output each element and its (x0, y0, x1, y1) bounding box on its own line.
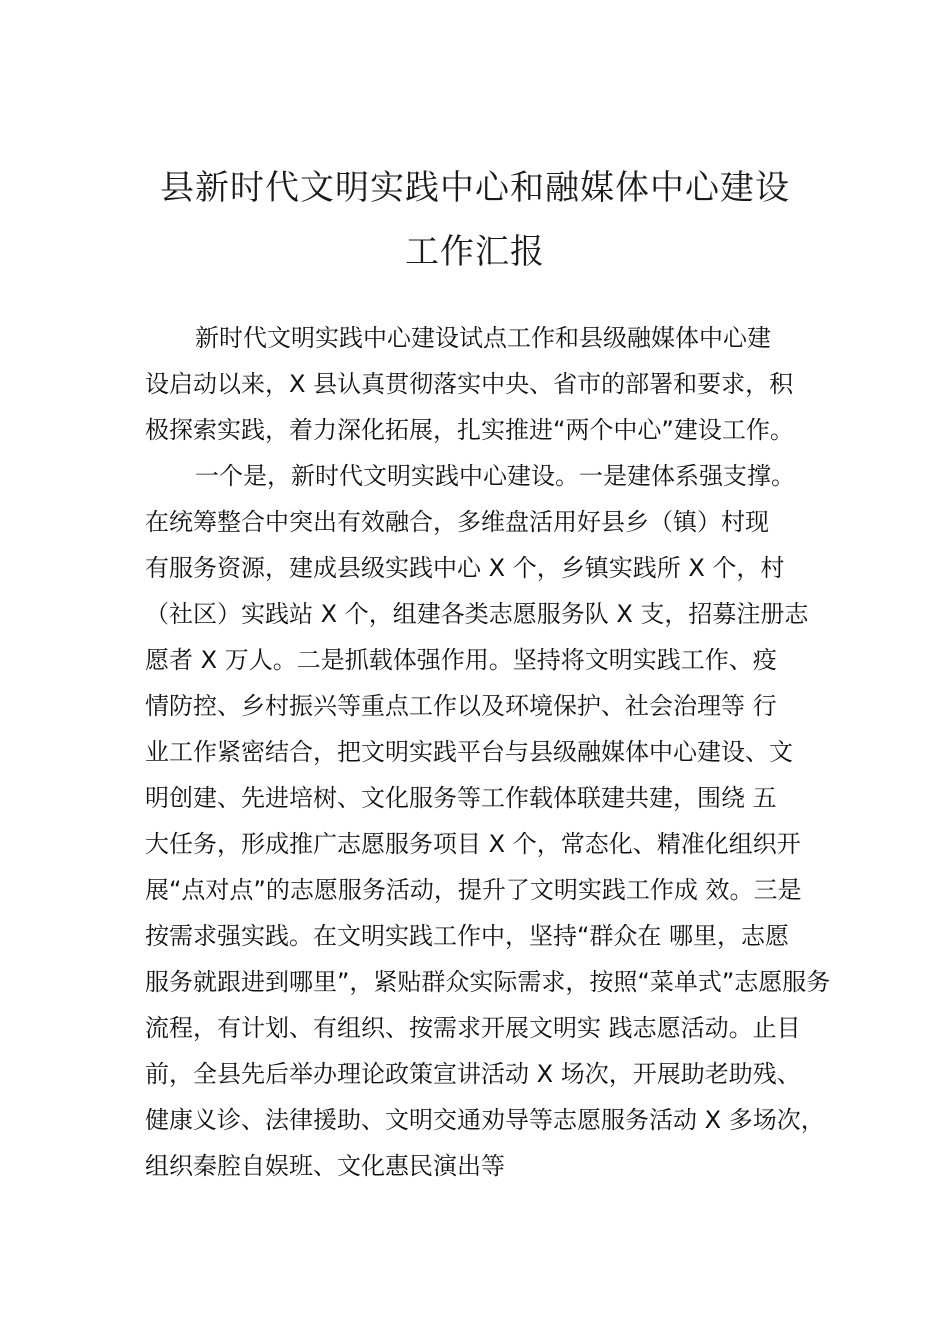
body-text-line: 健康义诊、法律援助、文明交通劝导等志愿服务活动 X 多场次， (145, 1106, 825, 1134)
body-text-line: 有服务资源，建成县级实践中心 X 个，乡镇实践所 X 个，村 (145, 554, 785, 582)
document-title-line-2: 工作汇报 (405, 232, 545, 272)
body-text-line: 流程，有计划、有组织、按需求开展文明实 践志愿活动。止目 (145, 1014, 801, 1042)
document-title-line-1: 县新时代文明实践中心和融媒体中心建设 (160, 168, 790, 208)
body-text-line: 新时代文明实践中心建设试点工作和县级融媒体中心建 (195, 324, 771, 352)
body-text-line: 服务就跟进到哪里”，紧贴群众实际需求，按照“菜单式”志愿服务 (145, 968, 831, 996)
body-text-line: 前，全县先后举办理论政策宣讲活动 X 场次，开展助老助残、 (145, 1060, 801, 1088)
body-text-line: 愿者 X 万人。二是抓载体强作用。坚持将文明实践工作、疫 (145, 646, 777, 674)
body-text-line: 一个是，新时代文明实践中心建设。一是建体系强支撑。 (195, 462, 795, 490)
body-text-line: 按需求强实践。在文明实践工作中，坚持“群众在 哪里，志愿 (145, 922, 790, 950)
body-text-line: 展“点对点”的志愿服务活动，提升了文明实践工作成 效。三是 (145, 876, 802, 904)
body-text-line: 业工作紧密结合，把文明实践平台与县级融媒体中心建设、文 (145, 738, 793, 766)
body-text-line: 情防控、乡村振兴等重点工作以及环境保护、社会治理等 行 (145, 692, 777, 720)
body-text-line: （社区）实践站 X 个，组建各类志愿服务队 X 支，招募注册志 (145, 600, 809, 628)
body-text-line: 在统筹整合中突出有效融合，多维盘活用好县乡（镇）村现 (145, 508, 769, 536)
body-text-line: 设启动以来，X 县认真贯彻落实中央、省市的部署和要求，积 (145, 370, 794, 398)
body-text-line: 组织秦腔自娱班、文化惠民演出等 (145, 1152, 505, 1180)
body-text-line: 极探索实践，着力深化拓展，扎实推进“两个中心”建设工作。 (145, 416, 794, 444)
body-text-line: 明创建、先进培树、文化服务等工作载体联建共建，围绕 五 (145, 784, 777, 812)
body-text-line: 大任务，形成推广志愿服务项目 X 个，常态化、精准化组织开 (145, 830, 801, 858)
